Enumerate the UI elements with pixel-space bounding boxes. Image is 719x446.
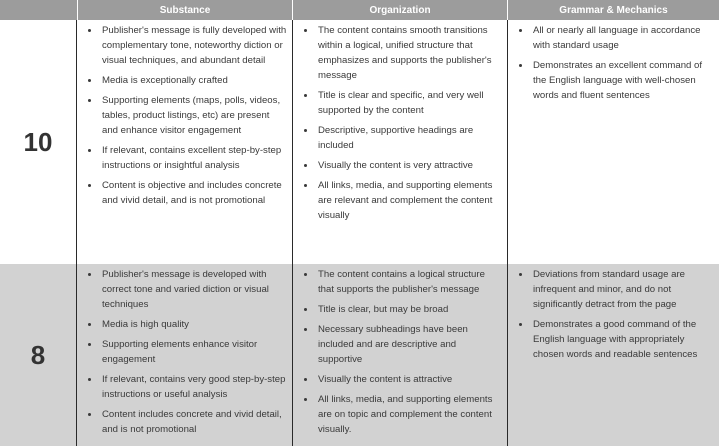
- list-item: The content contains smooth transitions within a logical, unified structure that emphasizes and supports the publisher's message: [302, 23, 503, 83]
- organization-cell-10: [292, 20, 507, 264]
- list-item: Media is high quality: [86, 317, 288, 332]
- list-item: Deviations from standard usage are infrequent and minor, and do not significantly detract from the page: [517, 267, 715, 312]
- list-item: Title is clear and specific, and very well supported by the content: [302, 88, 503, 118]
- score-8: 8: [0, 264, 77, 446]
- list-item: Demonstrates a good command of the English language with appropriately chosen words and readable sentences: [517, 317, 715, 362]
- grammar-list-10: [517, 23, 715, 103]
- list-item: Publisher's message is fully developed with complementary tone, noteworthy diction or visual techniques, and abundant detail: [86, 23, 288, 68]
- list-item: Content includes concrete and vivid detail, and is not promotional: [86, 407, 288, 437]
- organization-cell-8: [292, 264, 507, 446]
- list-item: Publisher's message is developed with correct tone and varied diction or visual techniques: [86, 267, 288, 312]
- list-item: Descriptive, supportive headings are included: [302, 123, 503, 153]
- list-item: Demonstrates an excellent command of the English language with well-chosen words and fluent sentences: [517, 58, 715, 103]
- header-corner: [0, 0, 77, 20]
- score-10: 10: [0, 20, 77, 264]
- substance-list-10: [86, 23, 288, 208]
- grammar-cell-10: [507, 20, 719, 264]
- organization-list-10: [302, 23, 503, 223]
- list-item: All or nearly all language in accordance with standard usage: [517, 23, 715, 53]
- header-organization: Organization: [292, 0, 507, 20]
- list-item: Media is exceptionally crafted: [86, 73, 288, 88]
- substance-cell-10: [77, 20, 292, 264]
- organization-list-8: [302, 267, 503, 437]
- list-item: If relevant, contains very good step-by-step instructions or useful analysis: [86, 372, 288, 402]
- grammar-cell-8: [507, 264, 719, 446]
- list-item: Title is clear, but may be broad: [302, 302, 503, 317]
- list-item: The content contains a logical structure that supports the publisher's message: [302, 267, 503, 297]
- list-item: If relevant, contains excellent step-by-step instructions or insightful analysis: [86, 143, 288, 173]
- list-item: Visually the content is attractive: [302, 372, 503, 387]
- list-item: Visually the content is very attractive: [302, 158, 503, 173]
- list-item: Supporting elements enhance visitor engagement: [86, 337, 288, 367]
- substance-cell-8: [77, 264, 292, 446]
- list-item: Content is objective and includes concrete and vivid detail, and is not promotional: [86, 178, 288, 208]
- list-item: Supporting elements (maps, polls, videos, tables, product listings, etc) are present and enhance visitor engagement: [86, 93, 288, 138]
- substance-list-8: [86, 267, 288, 437]
- grammar-list-8: [517, 267, 715, 362]
- header-substance: Substance: [77, 0, 292, 20]
- header-grammar-mechanics: Grammar & Mechanics: [507, 0, 719, 20]
- list-item: All links, media, and supporting elements are on topic and complement the content visually.: [302, 392, 503, 437]
- list-item: All links, media, and supporting elements are relevant and complement the content visually: [302, 178, 503, 223]
- list-item: Necessary subheadings have been included and are descriptive and supportive: [302, 322, 503, 367]
